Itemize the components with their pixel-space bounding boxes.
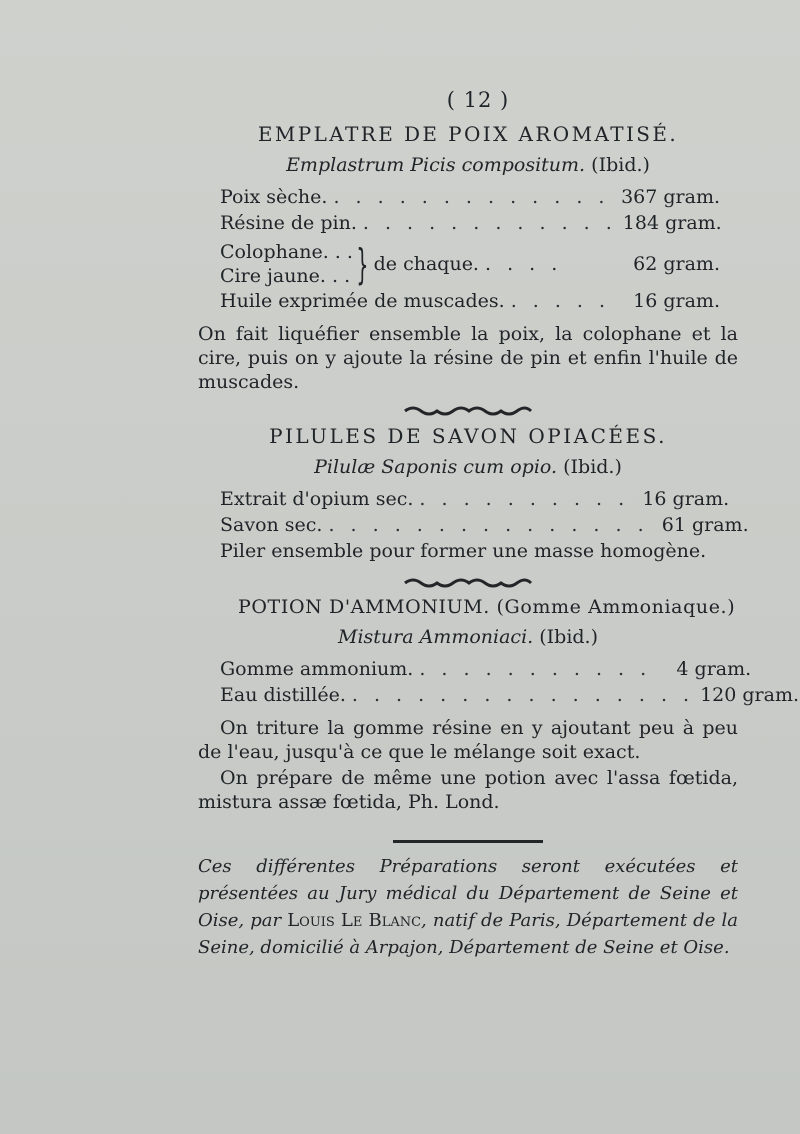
- ingredient-amount: 16 gram.: [633, 290, 720, 312]
- section2-instructions: Piler ensemble pour former une masse homogène.: [220, 540, 707, 562]
- ingredient-amount: 4 gram.: [676, 658, 752, 680]
- leader-dots: . . . . . . . . . . .: [419, 658, 652, 680]
- section1-subtitle: [198, 154, 738, 176]
- section3-ref: (Ibid.): [539, 626, 599, 648]
- ingredient-row: [220, 290, 720, 316]
- leader-dots: . . . . . . . . . . . . .: [333, 186, 610, 208]
- ingredient-name: Poix sèche.: [220, 186, 328, 208]
- ornament-divider-icon: [403, 404, 533, 418]
- leader-dots: . . . . .: [510, 290, 611, 312]
- ingredient-amount: 16 gram.: [642, 488, 730, 510]
- ingredient-amount: 120 gram.: [700, 684, 800, 706]
- ingredient-row: [220, 658, 752, 684]
- section3-latin: Mistura Ammoniaci.: [337, 626, 534, 648]
- section2-latin: Pilulæ Saponis cum opio.: [314, 456, 558, 478]
- section3-subtitle: [198, 626, 738, 648]
- leader-dots: . . . . . . . . . . . . . . .: [328, 514, 649, 536]
- ingredient-row: [220, 488, 730, 514]
- section3-title-line: [238, 596, 738, 618]
- ingredient-name: Huile exprimée de muscades.: [220, 290, 505, 312]
- ingredient-row: [220, 684, 800, 710]
- section2-ref: (Ibid.): [563, 456, 622, 478]
- section3-title: POTION D'AMMONIUM.: [238, 596, 490, 618]
- section2-subtitle: [198, 456, 738, 478]
- ingredient-name: Eau distillée.: [220, 684, 346, 706]
- ingredient-amount: 184 gram.: [622, 212, 722, 234]
- ingredient-amount: 62 gram.: [633, 253, 720, 275]
- footer-author: Louis Le Blanc: [287, 910, 422, 931]
- section3-instructions-2: On prépare de même une potion avec l'assa fœtida, mistura assæ fœtida, Ph. Lond.: [198, 767, 738, 813]
- footer-text-2: , natif de Paris, Département de la Seine, domicilié à Arpajon, Département de Seine et Oise.: [198, 910, 738, 958]
- document-sheet: [198, 88, 800, 979]
- section3-instructions: On triture la gomme résine en y ajoutant peu à peu de l'eau, jusqu'à ce que le mélange soit exact.: [198, 717, 738, 763]
- leader-dots: . . . . . . . . . .: [419, 488, 630, 510]
- section1-ref: (Ibid.): [591, 154, 650, 176]
- ingredient-row: [220, 186, 720, 212]
- section3-title-paren: (Gomme Ammoniaque.): [496, 596, 736, 618]
- ingredient-name: Extrait d'opium sec.: [220, 488, 414, 510]
- ornament-divider-icon: [403, 576, 533, 590]
- section1-title: EMPLATRE DE POIX AROMATISÉ.: [257, 122, 679, 146]
- ingredient-name: Cire jaune. . .: [220, 265, 351, 287]
- footer-note: [198, 853, 738, 961]
- curly-brace-icon: }: [356, 239, 369, 289]
- section1-latin: Emplastrum Picis compositum.: [286, 154, 586, 176]
- brace-label: de chaque.: [373, 253, 479, 275]
- section2-title: PILULES DE SAVON OPIACÉES.: [269, 424, 667, 448]
- ingredient-row: [220, 514, 749, 540]
- ingredient-name: Colophane. . .: [220, 241, 353, 263]
- horizontal-rule: [393, 840, 543, 843]
- instruction-row: [220, 540, 720, 566]
- ingredient-amount: 367 gram.: [621, 186, 720, 208]
- leader-dots: . . . . . . . . . . . .: [362, 212, 617, 234]
- ingredient-row: [220, 212, 720, 238]
- ingredient-amount: 61 gram.: [661, 514, 749, 536]
- leader-dots: . . . .: [484, 253, 563, 275]
- ingredient-name: Gomme ammonium.: [220, 658, 414, 680]
- brace-ingredient-names: [220, 240, 353, 288]
- brace-ingredient-group: [220, 238, 720, 290]
- ingredient-name: Savon sec.: [220, 514, 323, 536]
- leader-dots: . . . . . . . . . . . . . . . .: [351, 684, 695, 706]
- section1-instructions: On fait liquéfier ensemble la poix, la colophane et la cire, puis on y ajoute la résine de pin et enfin l'huile de muscades.: [198, 323, 738, 393]
- page-number: ( 12 ): [446, 88, 510, 112]
- ingredient-name: Résine de pin.: [220, 212, 357, 234]
- footer-text-1: Ces différentes Préparations seront exécutées et présentées au Jury médical du Département de Seine et Oise, par: [198, 856, 738, 931]
